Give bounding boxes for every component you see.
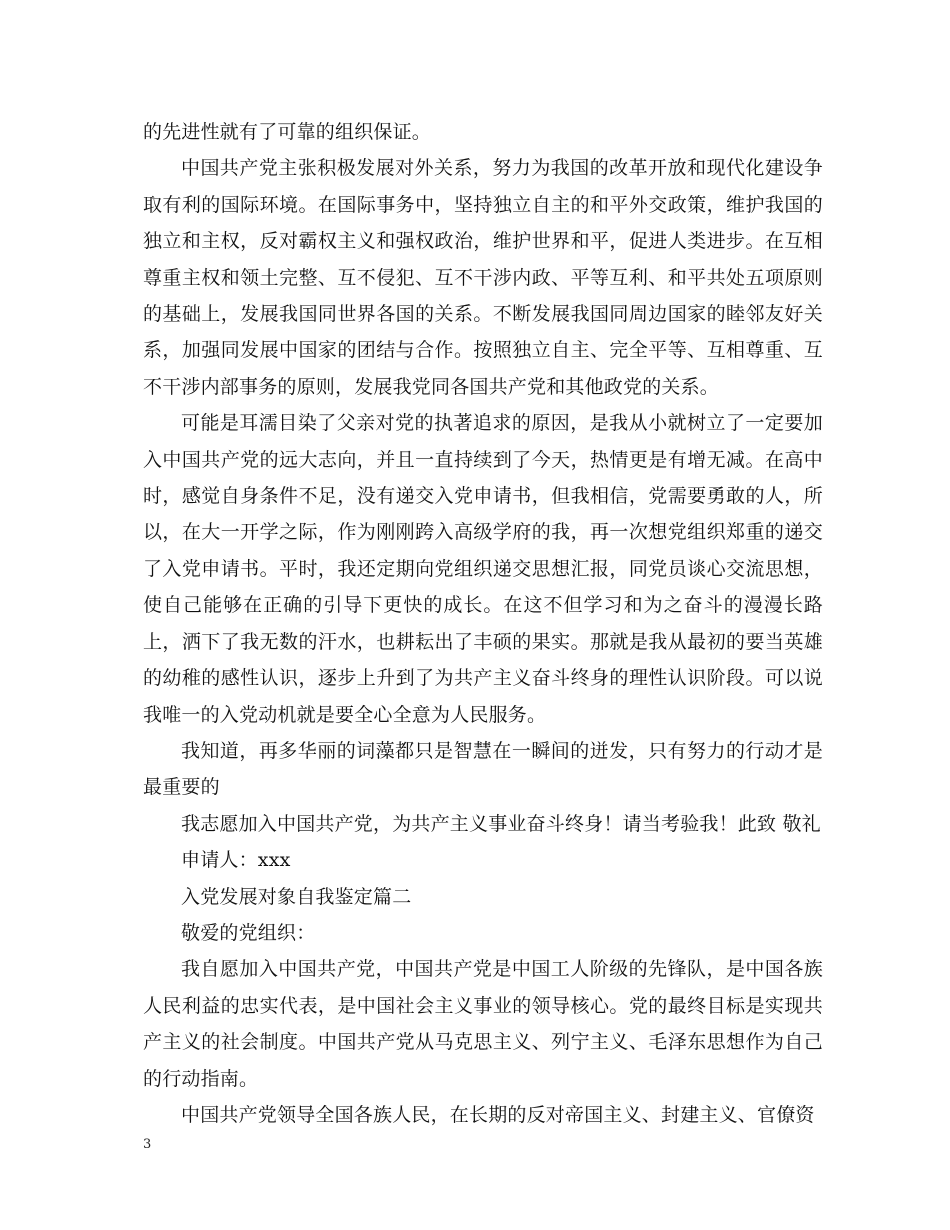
paragraph-foreign-relations: 中国共产党主张积极发展对外关系，努力为我国的改革开放和现代化建设争取有利的国际环境。在国际事务中，坚持独立自主的和平外交政策，维护我国的独立和主权，反对霸权主义和强权政治，维护世界和平，促进人类进步。在互相尊重主权和领土完整、互不侵犯、互不干涉内政、平等互利、和平共处五项原则的基础上，发展我国同世界各国的关系。不断发展我国同周边国家的睦邻友好关系，加强同发展中国家的团结与合作。按照独立自主、完全平等、互相尊重、互不干涉内部事务的原则，发展我党同各国共产党和其他政党的关系。 [143,157,823,398]
pledge-line: 我志愿加入中国共产党，为共产主义事业奋斗终身！请当考验我！此致 敬礼 [181,812,821,835]
paragraph-action: 我知道，再多华丽的词藻都只是智慧在一瞬间的迸发，只有努力的行动才是最重要的 [143,739,823,799]
paragraph-party-description: 我自愿加入中国共产党，中国共产党是中国工人阶级的先锋队，是中国各族人民利益的忠实代表，是中国社会主义事业的领导核心。党的最终目标是实现共产主义的社会制度。中国共产党从马克思主义、列宁主义、毛泽东思想作为自己的行动指南。 [143,958,823,1090]
section-heading: 入党发展对象自我鉴定篇二 [181,885,412,908]
document-body [143,114,823,1133]
paragraph-continuation: 的先进性就有了可靠的组织保证。 [143,121,432,143]
applicant-line: 申请人：xxx [181,849,291,872]
paragraph-motivation: 可能是耳濡目染了父亲对党的执著追求的原因，是我从小就树立了一定要加入中国共产党的远大志向，并且一直持续到了今天，热情更是有增无减。在高中时，感觉自身条件不足，没有递交入党申请书，但我相信，党需要勇敢的人，所以，在大一开学之际，作为刚刚跨入高级学府的我，再一次想党组织郑重的递交了入党申请书。平时，我还定期向党组织递交思想汇报，同党员谈心交流思想，使自己能够在正确的引导下更快的成长。在这不但学习和为之奋斗的漫漫长路上，洒下了我无数的汗水，也耕耘出了丰硕的果实。那就是我从最初的要当英雄的幼稚的感性认识，逐步上升到了为共产主义奋斗终身的理性认识阶段。可以说我唯一的入党动机就是要全心全意为人民服务。 [143,412,823,726]
page-number: 3 [143,1137,152,1152]
paragraph-leadership: 中国共产党领导全国各族人民，在长期的反对帝国主义、封建主义、官僚资 [181,1103,815,1126]
salutation: 敬爱的党组织： [181,921,316,944]
